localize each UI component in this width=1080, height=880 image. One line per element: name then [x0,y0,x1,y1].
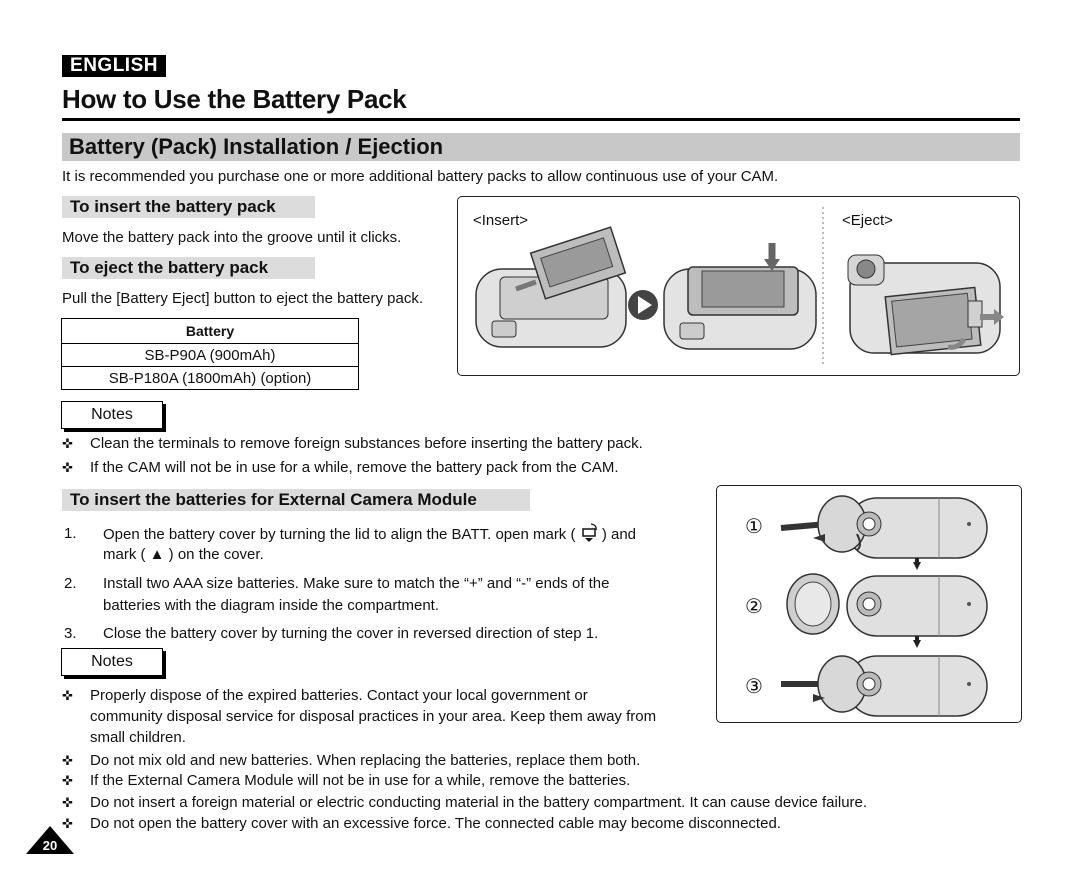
battery-figure [457,196,1020,376]
camera-insert-2 [664,243,816,349]
eject-heading: To eject the battery pack [62,257,315,279]
step-number: 1. [64,525,77,542]
step-line: Install two AAA size batteries. Make sure to match the “+” and “-” ends of the [103,575,610,592]
external-heading: To insert the batteries for External Camera Module [62,489,530,511]
camera-module-1 [781,496,987,558]
note-text: If the CAM will not be in use for a while, remove the battery pack from the CAM. [90,459,619,476]
step-line: batteries with the diagram inside the compartment. [103,597,439,614]
insert-text: Move the battery pack into the groove until it clicks. [62,229,402,246]
battery-table-row: SB-P180A (1800mAh) (option) [62,367,359,390]
battery-table-header: Battery [62,319,359,344]
battery-table [61,318,359,390]
step-line: mark ( ▲ ) on the cover. [103,546,264,563]
note-text: Properly dispose of the expired batteries. Contact your local government or [90,687,588,704]
notes-label: Notes [61,648,163,676]
camera-illustration [458,197,1018,374]
bullet-mark: ✜ [62,816,73,831]
step-line: Open the battery cover by turning the lid to align the BATT. open mark ( [103,526,576,543]
note-text: Clean the terminals to remove foreign substances before inserting the battery pack. [90,435,643,452]
step-marker: ① [745,516,763,538]
title-rule [62,118,1020,121]
insert-heading: To insert the battery pack [62,196,315,218]
step-marker: ② [745,596,763,618]
note-text: Do not open the battery cover with an excessive force. The connected cable may become disconnected. [90,815,781,832]
page-number-badge [26,826,74,859]
bullet-mark: ✜ [62,773,73,788]
step-line-end: ) and [601,526,637,543]
notes-label: Notes [61,401,163,429]
section-band [62,133,1020,161]
camera-insert-1 [476,227,626,347]
intro-text: It is recommended you purchase one or more additional battery packs to allow continuous use of your CAM. [62,168,779,185]
eject-text: Pull the [Battery Eject] button to eject the battery pack. [62,290,424,307]
language-tab: ENGLISH [62,55,166,77]
eject-label: <Eject> [842,212,893,229]
step-number: 2. [64,575,77,592]
module-figure [716,485,1022,723]
camera-module-3 [781,656,987,716]
camera-module-2 [787,574,987,636]
bullet-mark: ✜ [62,753,73,768]
note-text: community disposal service for disposal practices in your area. Keep them away from [90,708,657,725]
bullet-mark: ✜ [62,460,73,475]
step-number: 3. [64,625,77,642]
step-marker: ③ [745,676,763,698]
note-item [62,687,722,746]
page-title: How to Use the Battery Pack [62,84,407,114]
step-line: Close the battery cover by turning the cover in reversed direction of step 1. [103,625,599,642]
page-number: 20 [42,838,58,853]
note-text: Do not insert a foreign material or electric conducting material in the battery compartment. It can cause device failure. [90,794,868,811]
battery-table-row: SB-P90A (900mAh) [62,344,359,367]
note-text: Do not mix old and new batteries. When replacing the batteries, replace them both. [90,752,641,769]
camera-eject [848,255,1004,355]
section-title: Battery (Pack) Installation / Ejection [69,134,444,159]
insert-label: <Insert> [473,212,529,229]
bullet-mark: ✜ [62,436,73,451]
bullet-mark: ✜ [62,688,73,703]
note-text: small children. [90,729,186,746]
module-illustration [717,486,1021,722]
note-text: If the External Camera Module will not be in use for a while, remove the batteries. [90,772,631,789]
batt-open-mark-icon [580,523,598,543]
step-text [103,523,703,545]
bullet-mark: ✜ [62,795,73,810]
